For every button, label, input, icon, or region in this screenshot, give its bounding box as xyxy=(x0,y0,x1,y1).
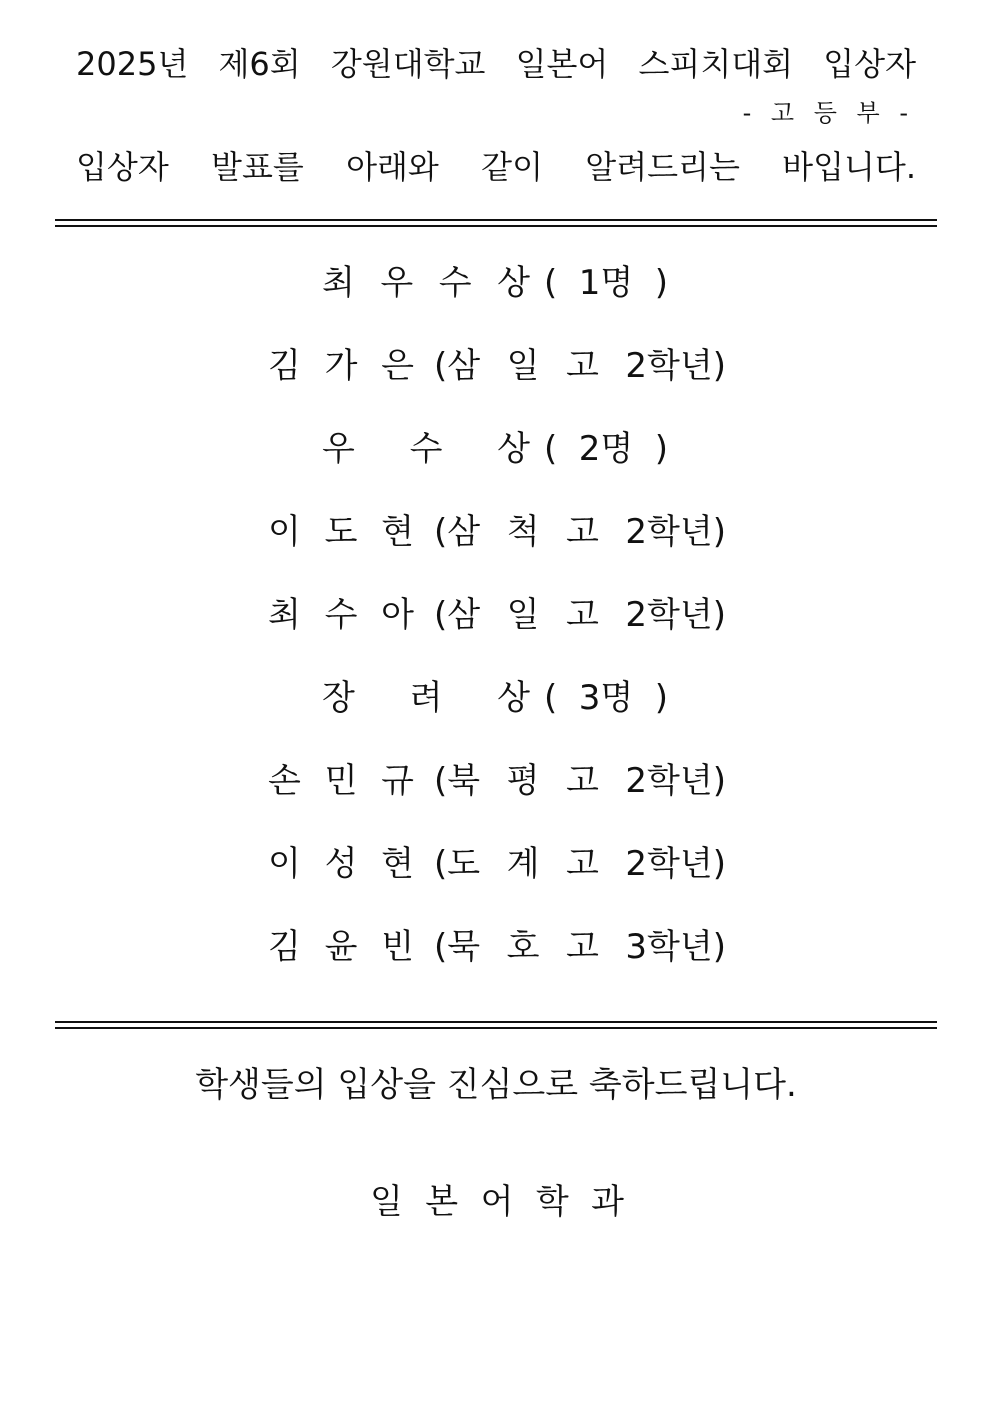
winner-name: 이 도 현 xyxy=(268,512,414,552)
winner-school: (삼 일 고 2학년) xyxy=(434,346,726,386)
winner-name: 손 민 규 xyxy=(268,761,414,801)
award-category-count: ( 2명 ) xyxy=(544,429,668,469)
winner-row xyxy=(0,926,992,1009)
congratulations-text: 학생들의 입상을 진심으로 축하드립니다. xyxy=(195,1065,797,1105)
winner-school: (북 평 고 2학년) xyxy=(434,761,726,801)
department-signature: 일 본 어 학 과 xyxy=(370,1182,624,1222)
award-category-label: 우 수 상 xyxy=(322,429,530,469)
award-category-row xyxy=(0,677,992,760)
winner-row xyxy=(0,843,992,926)
document-title: 2025년 제6회 강원대학교 일본어 스피치대회 입상자 xyxy=(76,45,916,83)
award-category-row xyxy=(0,428,992,511)
top-double-rule xyxy=(55,219,937,227)
award-category-count: ( 3명 ) xyxy=(544,678,668,718)
intro-text: 입상자 발표를 아래와 같이 알려드리는 바입니다. xyxy=(76,148,916,186)
winner-name: 최 수 아 xyxy=(268,595,414,635)
award-category-count: ( 1명 ) xyxy=(544,263,668,303)
winner-row xyxy=(0,511,992,594)
bottom-double-rule xyxy=(55,1021,937,1029)
winner-row xyxy=(0,760,992,843)
division-subtitle: - 고 등 부 - xyxy=(742,99,914,127)
winner-row xyxy=(0,345,992,428)
winner-name: 이 성 현 xyxy=(268,844,414,884)
winner-school: (묵 호 고 3학년) xyxy=(434,927,726,967)
awards-list xyxy=(0,262,992,1009)
winner-row xyxy=(0,594,992,677)
award-category-label: 장 려 상 xyxy=(322,678,530,718)
winner-name: 김 윤 빈 xyxy=(268,927,414,967)
winner-school: (삼 일 고 2학년) xyxy=(434,595,726,635)
winner-name: 김 가 은 xyxy=(268,346,414,386)
winner-school: (도 계 고 2학년) xyxy=(434,844,726,884)
award-category-row xyxy=(0,262,992,345)
award-category-label: 최 우 수 상 xyxy=(322,263,530,303)
winner-school: (삼 척 고 2학년) xyxy=(434,512,726,552)
